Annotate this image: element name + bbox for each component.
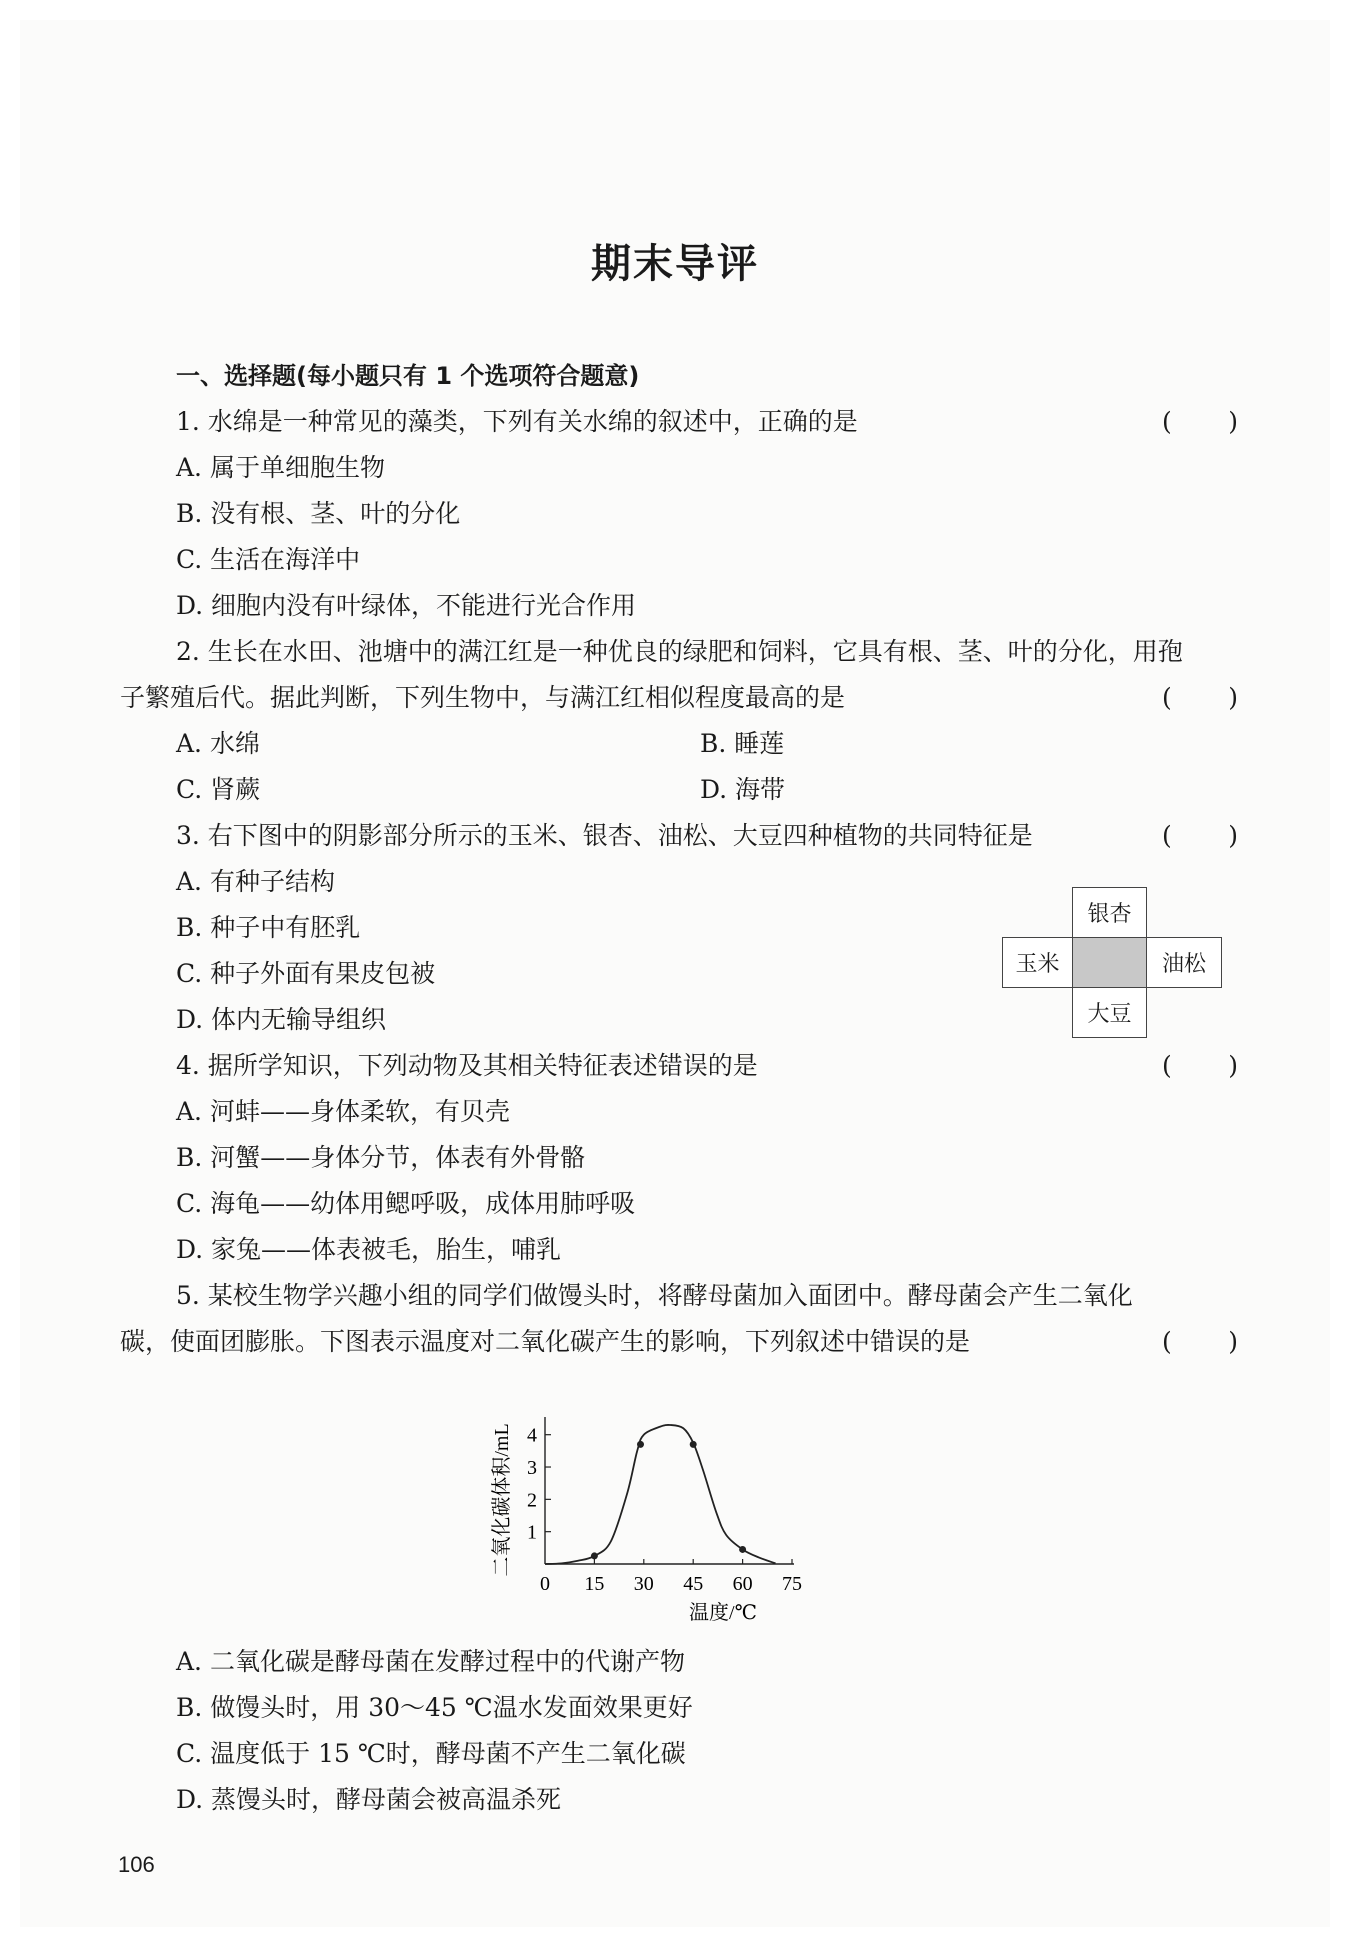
q3-option-b: B. 种子中有胚乳 [176, 913, 361, 942]
diagram-shaded-center [1072, 937, 1147, 988]
x-tick-label: 0 [540, 1573, 550, 1595]
x-tick-label: 30 [633, 1573, 654, 1595]
q3-option-d: D. 体内无输导组织 [176, 1005, 387, 1034]
q4-option-d: D. 家兔——体表被毛，胎生，哺乳 [176, 1235, 562, 1264]
q3-option-c: C. 种子外面有果皮包被 [176, 959, 436, 988]
q2-stem-line2: 子繁殖后代。据此判断，下列生物中，与满江红相似程度最高的是 [120, 683, 846, 712]
co2-temperature-chart [480, 1385, 910, 1630]
chart-y-label: 二氧化碳体积/mL [491, 1423, 513, 1577]
chart-x-label: 温度/℃ [689, 1602, 757, 1624]
chart-ticks [527, 1425, 802, 1595]
q5-option-d: D. 蒸馒头时，酵母菌会被高温杀死 [176, 1785, 562, 1814]
q2-option-d: D. 海带 [700, 775, 786, 804]
x-tick-label: 60 [732, 1573, 753, 1595]
co2-curve [545, 1425, 776, 1564]
q2-option-c: C. 肾蕨 [176, 775, 261, 804]
page-title: 期末导评 [591, 241, 759, 287]
q1-option-a: A. 属于单细胞生物 [176, 453, 385, 482]
x-tick-label: 75 [782, 1573, 802, 1595]
q2-stem-line1: 2. 生长在水田、池塘中的满江红是一种优良的绿肥和饲料，它具有根、茎、叶的分化，用孢 [176, 637, 1183, 666]
q1-option-c: C. 生活在海洋中 [176, 545, 361, 574]
q4-stem: 4. 据所学知识，下列动物及其相关特征表述错误的是 [176, 1051, 758, 1080]
y-tick-label: 3 [527, 1457, 537, 1480]
q1-option-b: B. 没有根、茎、叶的分化 [176, 499, 461, 528]
q4-option-c: C. 海龟——幼体用鳃呼吸，成体用肺呼吸 [176, 1189, 636, 1218]
diagram-cell-pine: 油松 [1146, 937, 1222, 988]
q5-stem-line1: 5. 某校生物学兴趣小组的同学们做馒头时，将酵母菌加入面团中。酵母菌会产生二氧化 [176, 1281, 1133, 1310]
q5-option-b: B. 做馒头时，用 30～45 ℃温水发面效果更好 [176, 1693, 693, 1722]
q5-stem-line2: 碳，使面团膨胀。下图表示温度对二氧化碳产生的影响，下列叙述中错误的是 [120, 1327, 971, 1356]
q1-option-d: D. 细胞内没有叶绿体，不能进行光合作用 [176, 591, 637, 620]
x-tick-label: 45 [683, 1573, 704, 1595]
x-tick-label: 15 [584, 1573, 605, 1595]
chart-axes [545, 1417, 794, 1564]
data-point [739, 1546, 746, 1553]
data-point [690, 1441, 697, 1448]
data-point [637, 1441, 644, 1448]
diagram-cell-soybean: 大豆 [1072, 987, 1147, 1038]
q4-option-a: A. 河蚌——身体柔软，有贝壳 [176, 1097, 510, 1126]
q3-stem: 3. 右下图中的阴影部分所示的玉米、银杏、油松、大豆四种植物的共同特征是 [176, 821, 1033, 850]
y-tick-label: 2 [527, 1489, 537, 1512]
q2-option-a: A. 水绵 [176, 729, 260, 758]
data-point [591, 1552, 598, 1559]
y-tick-label: 1 [527, 1521, 537, 1544]
q1-stem: 1. 水绵是一种常见的藻类，下列有关水绵的叙述中，正确的是 [176, 407, 858, 436]
y-tick-label: 4 [527, 1424, 537, 1447]
page-number: 106 [118, 1852, 155, 1877]
chart-points [591, 1441, 746, 1560]
section-heading: 一、选择题(每小题只有 1 个选项符合题意) [176, 362, 640, 390]
q5-option-c: C. 温度低于 15 ℃时，酵母菌不产生二氧化碳 [176, 1739, 686, 1768]
q4-option-b: B. 河蟹——身体分节，体表有外骨骼 [176, 1143, 586, 1172]
q3-option-a: A. 有种子结构 [176, 867, 335, 896]
diagram-cell-corn: 玉米 [1002, 937, 1073, 988]
diagram-cell-ginkgo: 银杏 [1072, 887, 1147, 938]
q5-option-a: A. 二氧化碳是酵母菌在发酵过程中的代谢产物 [176, 1647, 685, 1676]
q2-option-b: B. 睡莲 [700, 729, 785, 758]
